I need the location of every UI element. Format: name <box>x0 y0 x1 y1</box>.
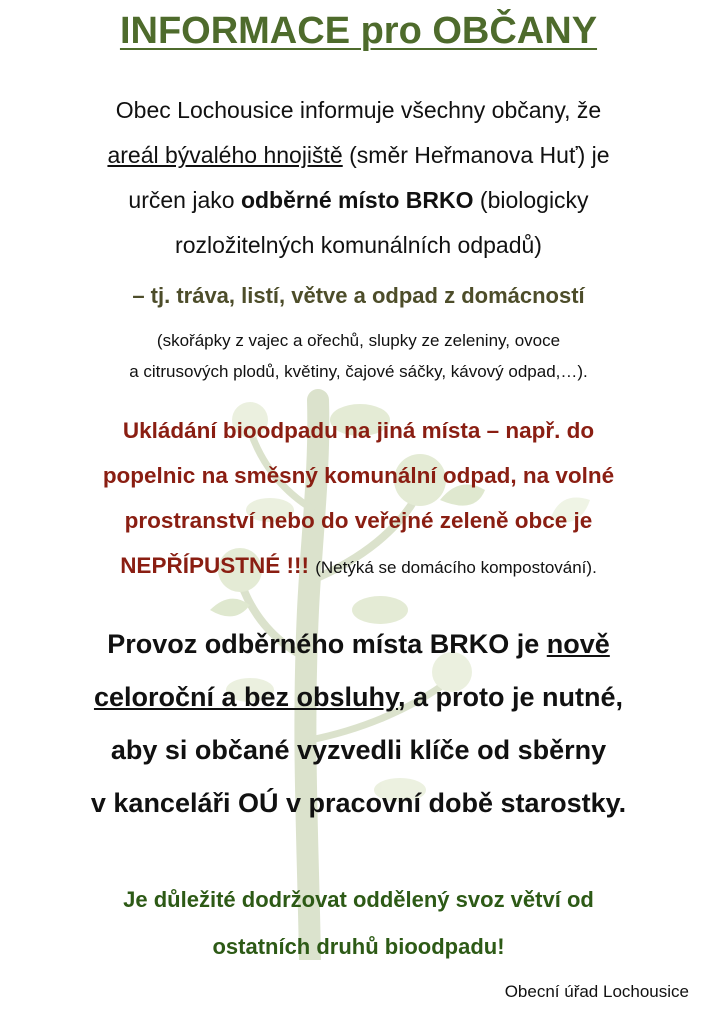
intro-text-4: (biologicky <box>473 187 589 213</box>
separate-line-2: ostatních druhů bioodpadu! <box>212 934 505 959</box>
separate-line-1: Je důležité dodržovat oddělený svoz větví od <box>123 887 594 912</box>
operation-paragraph <box>10 618 707 830</box>
page-title <box>0 8 717 54</box>
warning-line-1: Ukládání bioodpadu na jiná místa – např. do <box>122 418 595 443</box>
examples-detail <box>20 325 697 387</box>
examples-main: – tj. tráva, listí, větve a odpad z domácností <box>132 283 585 308</box>
warning-note: (Netýká se domácího kompostování). <box>315 558 597 577</box>
intro-text-5: rozložitelných komunálních odpadů) <box>175 232 542 258</box>
operation-text-3: aby si občané vyzvedli klíče od sběrny <box>110 735 607 765</box>
warning-paragraph <box>20 408 697 590</box>
examples-detail-line-2: a citrusových plodů, květiny, čajové sáčky, kávový odpad,…). <box>129 362 588 381</box>
location-underlined: areál bývalého hnojiště <box>107 142 343 168</box>
operation-text-1: Provoz odběrného místa BRKO je <box>107 629 547 659</box>
collection-point-bold: odběrné místo BRKO <box>240 187 474 213</box>
warning-line-3: prostranství nebo do veřejné zeleně obce je <box>124 508 593 533</box>
intro-text-2: (směr Heřmanova Huť) je <box>342 142 610 168</box>
separate-collection-note <box>20 876 697 970</box>
intro-text-1: Obec Lochousice informuje všechny občany, že <box>115 97 602 123</box>
operation-yearround-underlined: celoroční a bez obsluhy <box>93 682 399 712</box>
warning-emphasis: NEPŘÍPUSTNÉ !!! <box>120 553 309 578</box>
title-text: INFORMACE pro OBČANY <box>119 10 598 52</box>
operation-new-underlined: nově <box>546 629 610 659</box>
signature: Obecní úřad Lochousice <box>504 982 689 1001</box>
operation-text-2: , a proto je nutné, <box>398 682 624 712</box>
operation-text-4: v kanceláři OÚ v pracovní době starostky. <box>90 788 627 818</box>
intro-text-3: určen jako <box>128 187 241 213</box>
intro-paragraph <box>20 88 697 268</box>
warning-line-2: popelnic na směsný komunální odpad, na volné <box>102 463 615 488</box>
examples-detail-line-1: (skořápky z vajec a ořechů, slupky ze zeleniny, ovoce <box>156 331 561 350</box>
